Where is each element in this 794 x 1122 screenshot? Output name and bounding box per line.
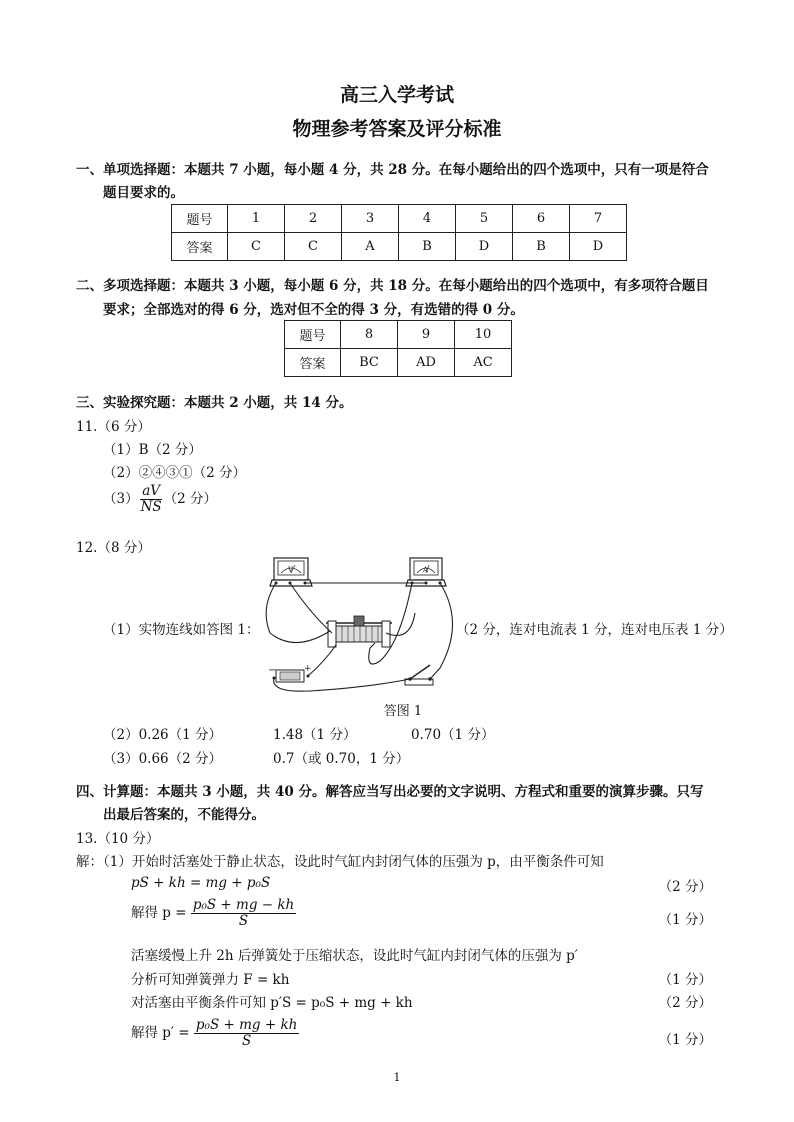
question-number-cell: 1	[228, 205, 285, 233]
spring-force-text: 分析可知弹簧弹力 F = kh	[131, 972, 290, 988]
answer-cell: D	[456, 233, 513, 261]
multiple-choice-answer-table	[284, 320, 512, 377]
equation-2-prefix: 解得 p =	[131, 905, 187, 921]
q12-part2-a: （2）0.26（1 分）	[103, 727, 223, 743]
table-row	[172, 233, 627, 261]
section4-heading-line2: 出最后答案的，不能得分。	[103, 807, 265, 823]
svg-text:−: −	[268, 665, 277, 676]
section4-heading-line1: 四、计算题：本题共 3 小题，共 40 分。解答应当写出必要的文字说明、方程式和重要的演算步骤。只写	[76, 784, 704, 800]
answer-cell: AC	[455, 349, 512, 377]
question-number-cell: 5	[456, 205, 513, 233]
fraction-numerator: p₀S + mg − kh	[192, 897, 295, 913]
q12-part3-b: 0.7（或 0.70，1 分）	[273, 751, 410, 767]
svg-text:+: +	[304, 664, 312, 674]
question-number-cell: 2	[285, 205, 342, 233]
answer-key-title: 物理参考答案及评分标准	[292, 118, 502, 140]
section2-heading-line2: 要求；全部选对的得 6 分，选对但不全的得 3 分，有选错的得 0 分。	[103, 302, 524, 318]
fraction-denominator: NS	[140, 499, 162, 515]
balance-condition-score: （2 分）	[658, 995, 712, 1011]
equation-1-score: （2 分）	[658, 879, 712, 895]
answer-cell: A	[342, 233, 399, 261]
q11-part3-prefix: （3）	[103, 491, 139, 507]
table-row	[172, 205, 627, 233]
equation-3-fraction	[194, 1018, 299, 1049]
q12-heading: 12.（8 分）	[76, 540, 151, 556]
question-number-cell: 4	[399, 205, 456, 233]
q13-solution-intro: 解：（1）开始时活塞处于静止状态，设此时气缸内封闭气体的压强为 p，由平衡条件可知	[76, 854, 604, 870]
q12-part1-left: （1）实物连线如答图 1：	[103, 622, 260, 638]
q12-part2-b: 1.48（1 分）	[273, 727, 357, 743]
answer-cell: C	[228, 233, 285, 261]
q11-part3	[103, 484, 217, 515]
q11-fraction	[139, 484, 164, 515]
switch-icon	[405, 665, 433, 685]
answer-cell: B	[513, 233, 570, 261]
question-number-cell: 6	[513, 205, 570, 233]
table-header-cell: 题号	[172, 205, 228, 233]
q12-part1-right: （2 分，连对电流表 1 分，连对电压表 1 分）	[456, 622, 733, 638]
equation-3	[131, 1018, 299, 1049]
rheostat-icon	[326, 616, 392, 647]
exam-title: 高三入学考试	[339, 84, 454, 106]
question-number-cell: 10	[455, 321, 512, 349]
svg-text:A: A	[423, 566, 429, 574]
fraction-denominator: S	[241, 1033, 252, 1049]
q11-part3-score: （2 分）	[163, 491, 218, 507]
answer-cell: D	[570, 233, 627, 261]
section3-heading: 三、实验探究题：本题共 2 小题，共 14 分。	[76, 395, 353, 411]
equation-2-score: （1 分）	[658, 912, 712, 928]
svg-text:V: V	[288, 566, 294, 574]
table-row	[285, 349, 512, 377]
circuit-wiring-figure	[250, 553, 460, 696]
section2-heading-line1: 二、多项选择题：本题共 3 小题，每小题 6 分，共 18 分。在每小题给出的四个选项中，有多项符合题目	[76, 278, 709, 294]
question-number-cell: 8	[341, 321, 398, 349]
question-number-cell: 9	[398, 321, 455, 349]
answer-cell: BC	[341, 349, 398, 377]
battery-icon	[268, 664, 312, 682]
piston-rise-text: 活塞缓慢上升 2h 后弹簧处于压缩状态，设此时气缸内封闭气体的压强为 p′	[131, 948, 578, 964]
balance-condition-text: 对活塞由平衡条件可知 p′S = p₀S + mg + kh	[131, 995, 413, 1011]
table-header-cell: 题号	[285, 321, 341, 349]
q11-heading: 11.（6 分）	[76, 419, 151, 435]
equation-2-fraction	[191, 898, 296, 929]
answer-cell: AD	[398, 349, 455, 377]
equation-1: pS + kh = mg + p₀S	[131, 875, 271, 891]
table-header-cell: 答案	[172, 233, 228, 261]
q13-heading: 13.（10 分）	[76, 831, 160, 847]
section1-heading-line2: 题目要求的。	[103, 185, 184, 201]
answer-cell: B	[399, 233, 456, 261]
table-header-cell: 答案	[285, 349, 341, 377]
fraction-numerator: aV	[142, 483, 161, 499]
table-row	[285, 321, 512, 349]
page-number: 1	[393, 1071, 401, 1084]
question-number-cell: 3	[342, 205, 399, 233]
q11-part1: （1）B（2 分）	[103, 442, 202, 458]
figure-caption: 答图 1	[383, 704, 423, 719]
spring-force-score: （1 分）	[658, 972, 712, 988]
equation-3-score: （1 分）	[658, 1032, 712, 1048]
equation-3-prefix: 解得 p′ =	[131, 1025, 190, 1041]
voltmeter-icon	[270, 558, 312, 586]
equation-2	[131, 898, 296, 929]
q12-part3-a: （3）0.66（2 分）	[103, 751, 223, 767]
answer-cell: C	[285, 233, 342, 261]
q12-part2-c: 0.70（1 分）	[411, 727, 495, 743]
fraction-numerator: p₀S + mg + kh	[195, 1017, 298, 1033]
fraction-denominator: S	[238, 913, 249, 929]
ammeter-icon	[406, 558, 446, 586]
q11-part2: （2）②④③①（2 分）	[103, 465, 246, 481]
question-number-cell: 7	[570, 205, 627, 233]
section1-heading-line1: 一、单项选择题：本题共 7 小题，每小题 4 分，共 28 分。在每小题给出的四个选项中，只有一项是符合	[76, 162, 709, 178]
single-choice-answer-table	[171, 204, 627, 261]
